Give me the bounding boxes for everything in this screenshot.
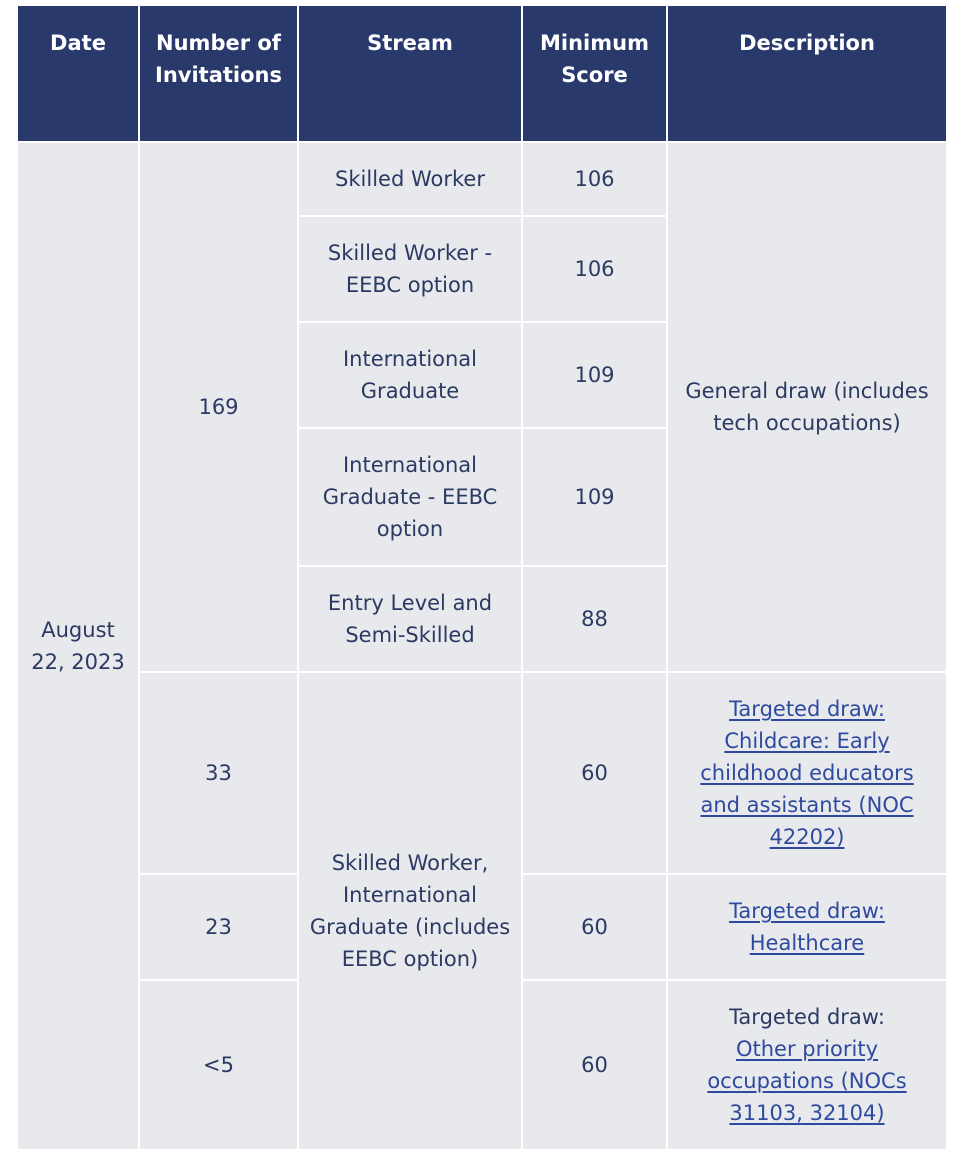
header-description: Description [667,5,947,142]
score-cell: 109 [522,322,667,428]
description-cell [667,672,947,874]
description-cell [667,874,947,980]
invitations-cell: 169 [139,142,298,672]
table-row [17,142,947,216]
header-invitations: Number of Invitations [139,5,298,142]
invitations-cell: 33 [139,672,298,874]
score-cell: 60 [522,980,667,1150]
draws-table [16,4,948,1151]
score-cell: 109 [522,428,667,566]
healthcare-draw-link[interactable]: Targeted draw: Healthcare [729,899,885,955]
childcare-draw-link[interactable]: Targeted draw: Childcare: Early childhood educators and assistants (NOC 42202) [700,697,914,849]
stream-cell: Entry Level and Semi-Skilled [298,566,522,672]
table-row [17,672,947,874]
stream-cell: International Graduate [298,322,522,428]
header-min-score: Minimum Score [522,5,667,142]
stream-cell: Skilled Worker - EEBC option [298,216,522,322]
score-cell: 106 [522,216,667,322]
description-prefix: Targeted draw: [729,1005,885,1029]
stream-cell: International Graduate - EEBC option [298,428,522,566]
score-cell: 60 [522,874,667,980]
date-cell: August 22, 2023 [17,142,139,1150]
description-cell [667,980,947,1150]
description-cell: General draw (includes tech occupations) [667,142,947,672]
header-stream: Stream [298,5,522,142]
priority-occupations-link[interactable]: Other priority occupations (NOCs 31103, 32104) [707,1037,907,1125]
invitations-cell: <5 [139,980,298,1150]
invitations-cell: 23 [139,874,298,980]
score-cell: 60 [522,672,667,874]
stream-cell: Skilled Worker [298,142,522,216]
score-cell: 88 [522,566,667,672]
stream-cell: Skilled Worker, International Graduate (includes EEBC option) [298,672,522,1150]
header-row [17,5,947,142]
header-date: Date [17,5,139,142]
score-cell: 106 [522,142,667,216]
